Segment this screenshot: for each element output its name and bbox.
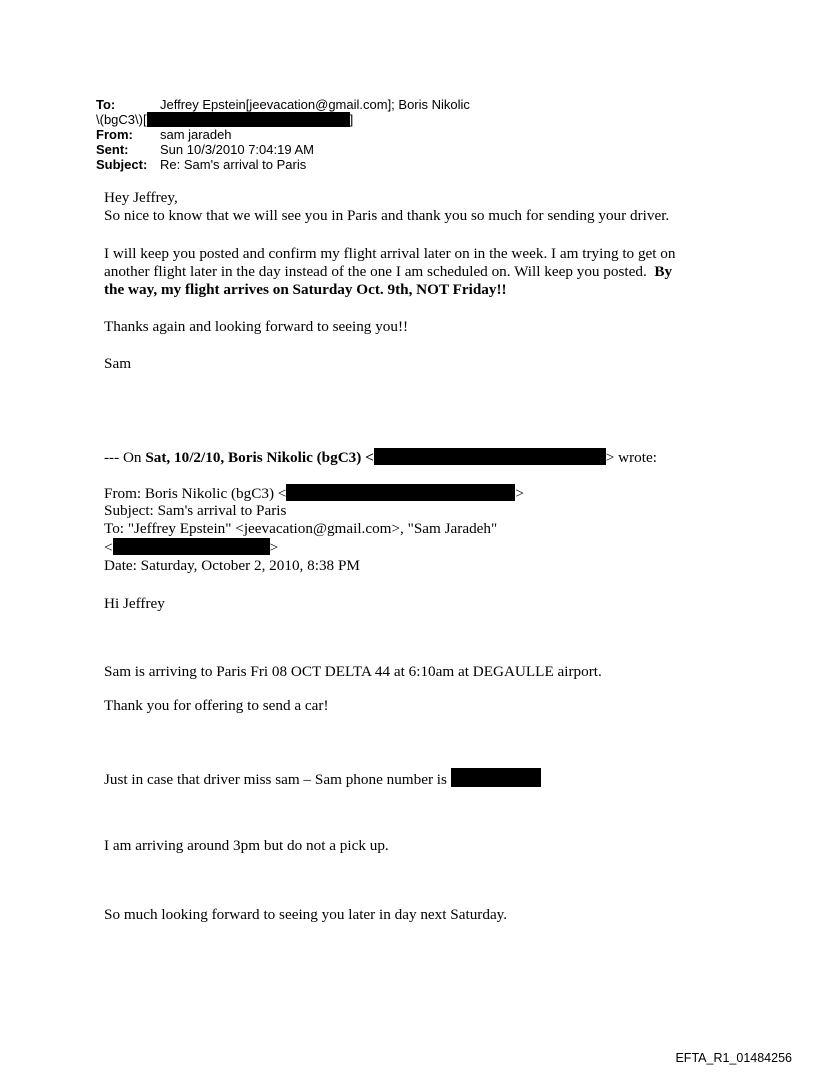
redaction-box [451, 768, 541, 787]
reply-line1: So nice to know that we will see you in Paris and thank you so much for sending your driver. [104, 207, 670, 224]
redaction-box [286, 484, 515, 501]
quoted-to-continuation [104, 538, 278, 557]
quoted-greeting: Hi Jeffrey [104, 595, 165, 612]
quoted-phone-line [104, 768, 541, 789]
reply-p2-line2-text: another flight later in the day instead of the one I am scheduled on. Will keep you posted. [104, 263, 647, 280]
from-label: From: [96, 127, 133, 142]
quoted-phone-text: Just in case that driver miss sam – Sam phone number is [104, 771, 451, 788]
quoted-closing: So much looking forward to seeing you later in day next Saturday. [104, 906, 508, 923]
reply-greeting: Hey Jeffrey, [104, 189, 178, 206]
quoted-to-open: < [104, 539, 113, 556]
reply-signature: Sam [104, 355, 132, 372]
from-value: sam jaradeh [160, 127, 232, 142]
reply-thanks: Thanks again and looking forward to seeing you!! [104, 318, 409, 335]
to-close: ] [349, 112, 354, 127]
subject-label: Subject: [96, 157, 148, 172]
to-continuation [96, 112, 353, 127]
quoted-arriving: I am arriving around 3pm but do not a pick up. [104, 837, 389, 854]
quoted-thanks-car: Thank you for offering to send a car! [104, 697, 329, 714]
quoted-from-close: > [515, 485, 524, 502]
quoted-to-close: > [269, 539, 279, 556]
document-id: EFTA_R1_01484256 [675, 1051, 792, 1065]
quoted-subject: Subject: Sam's arrival to Paris [104, 502, 287, 519]
quoted-arrival: Sam is arriving to Paris Fri 08 OCT DELTA 44 at 6:10am at DEGAULLE airport. [104, 663, 602, 680]
redaction-box [147, 112, 350, 127]
sent-label: Sent: [96, 142, 129, 157]
quoted-to-line: To: "Jeffrey Epstein" <jeevacation@gmail.com>, "Sam Jaradeh" [104, 520, 498, 537]
quoted-from-line [104, 484, 524, 503]
to-cont-text: \(bgC3\)[ [96, 112, 147, 127]
quoted-on-line [104, 448, 657, 467]
reply-p2-line1: I will keep you posted and confirm my flight arrival later on in the week. I am trying to get on [104, 245, 676, 262]
sent-value: Sun 10/3/2010 7:04:19 AM [160, 142, 314, 157]
redaction-box [374, 448, 606, 465]
to-value: Jeffrey Epstein[jeevacation@gmail.com]; Boris Nikolic [160, 97, 470, 112]
email-header [0, 0, 816, 180]
redaction-box [113, 538, 270, 555]
reply-p2-line2 [104, 263, 672, 281]
quoted-on-suffix: > wrote: [605, 449, 657, 466]
reply-p2-bold2: the way, my flight arrives on Saturday Oct. 9th, NOT Friday!! [104, 281, 507, 298]
to-label: To: [96, 97, 116, 112]
reply-p2-bold1: By [654, 263, 673, 280]
quoted-from-text: From: Boris Nikolic (bgC3) < [104, 485, 287, 502]
subject-value: Re: Sam's arrival to Paris [160, 157, 307, 172]
quoted-date: Date: Saturday, October 2, 2010, 8:38 PM [104, 557, 360, 574]
quoted-on-prefix: --- On [104, 449, 146, 466]
quoted-on-bold: Sat, 10/2/10, Boris Nikolic (bgC3) < [145, 449, 374, 466]
